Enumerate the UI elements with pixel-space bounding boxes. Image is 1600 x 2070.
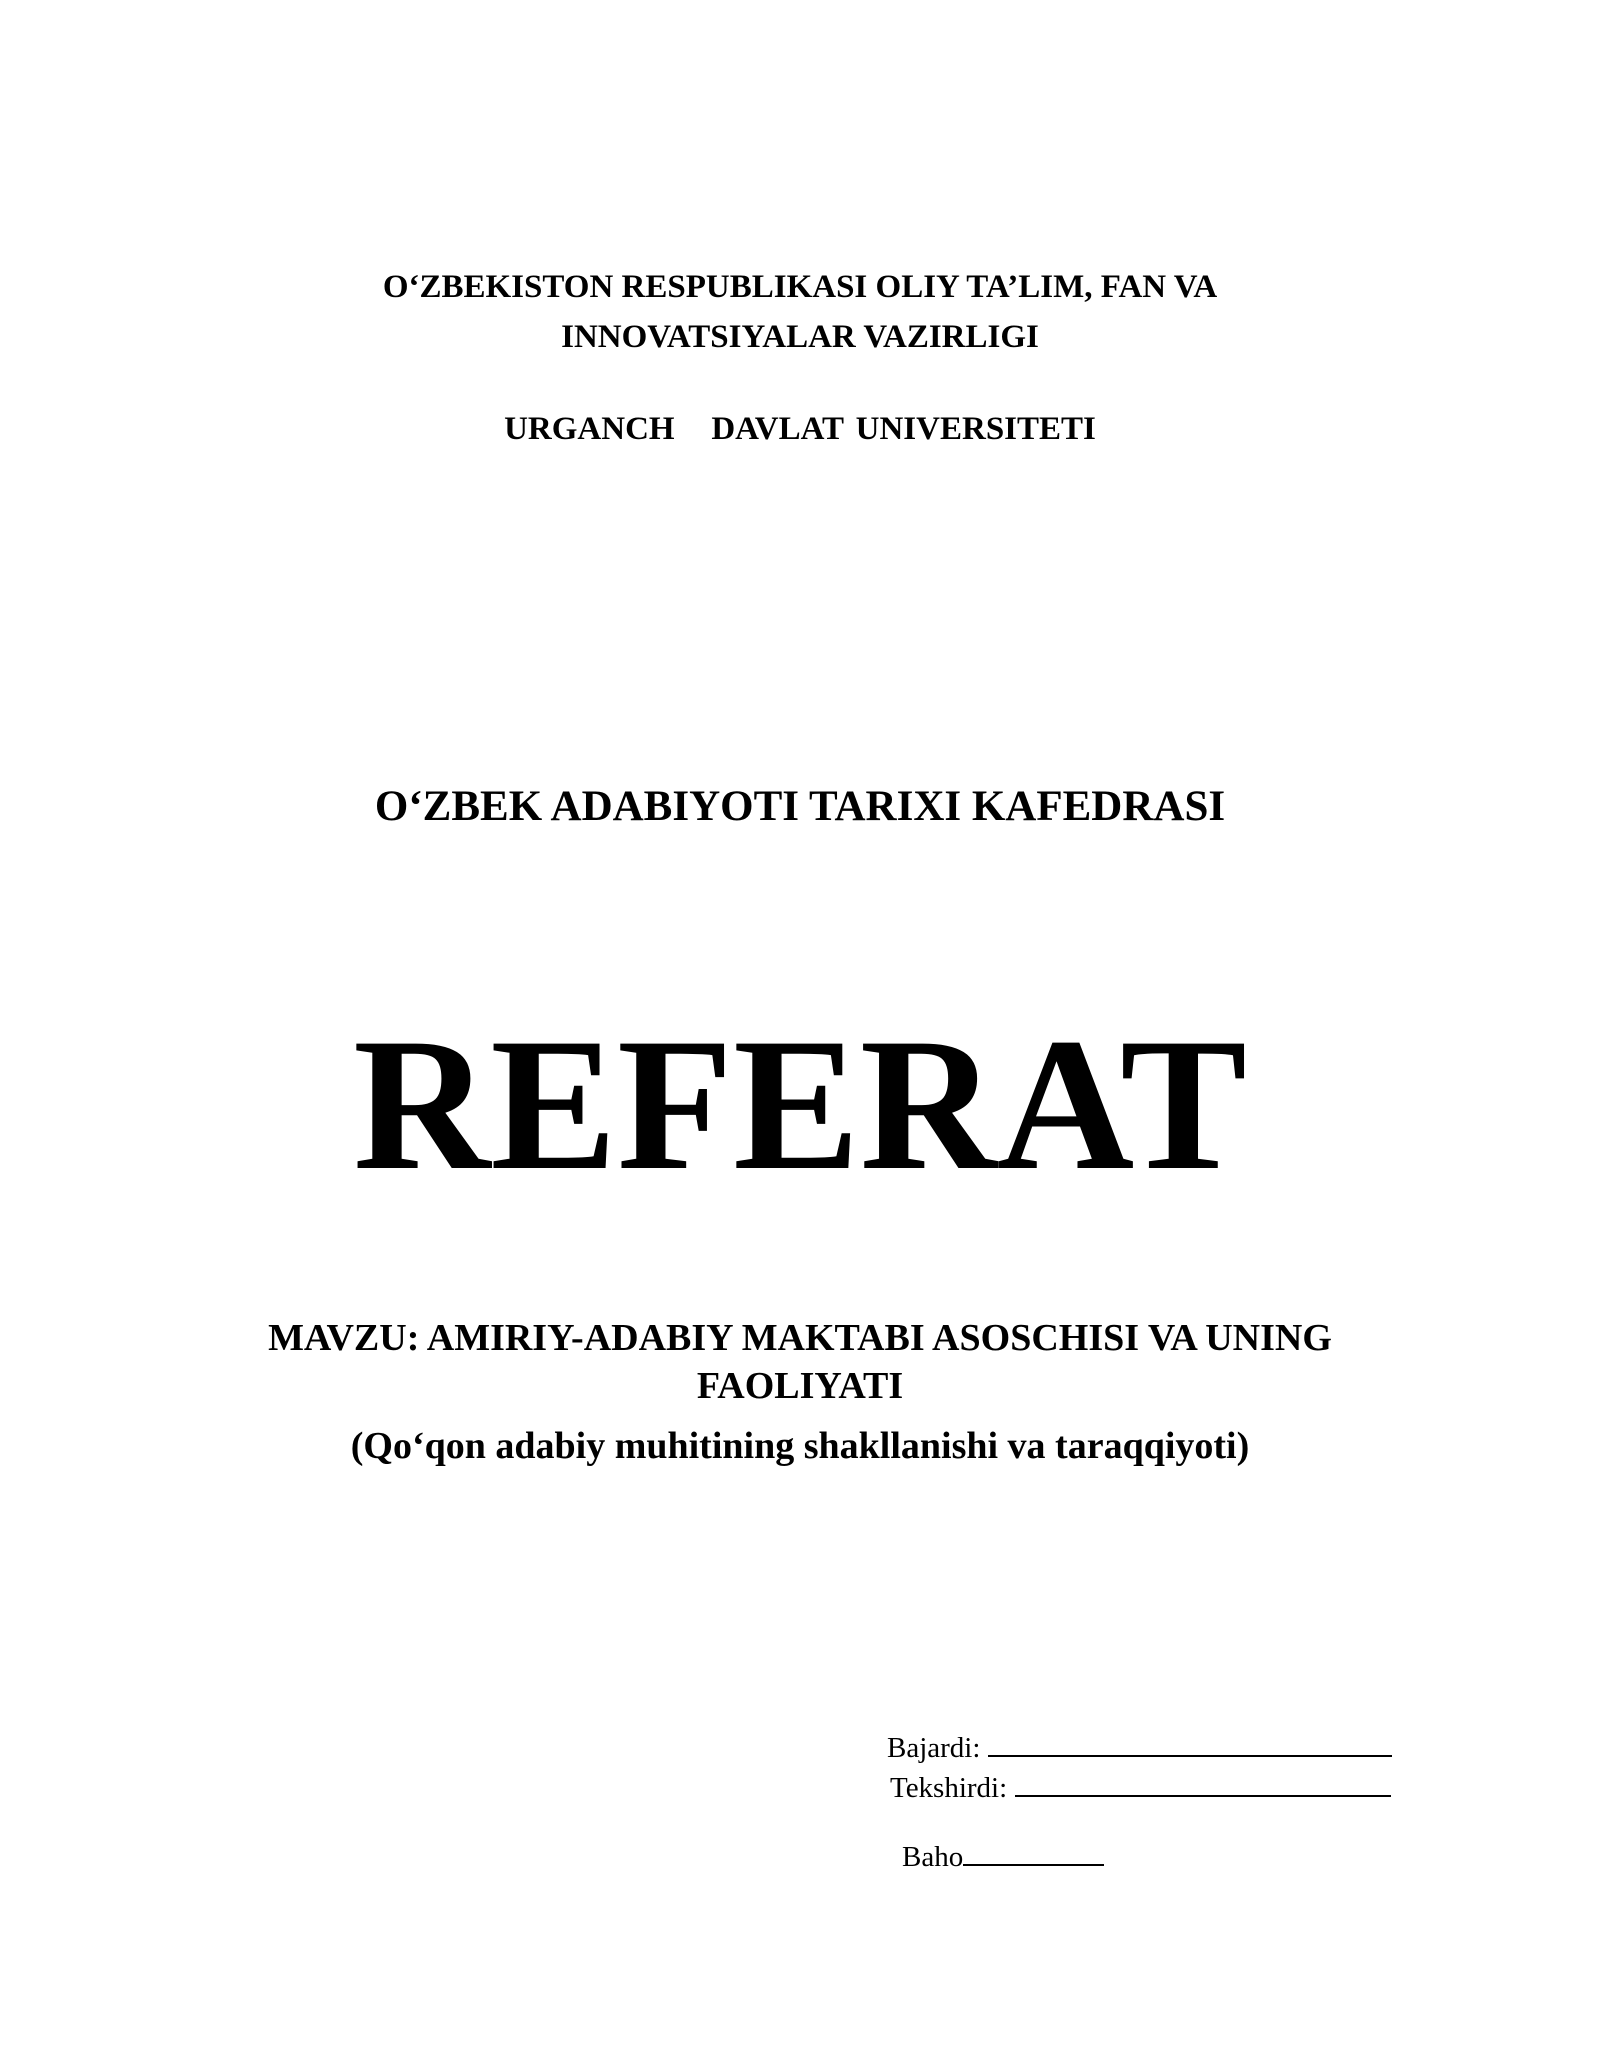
completed-by-row [887, 1729, 1392, 1767]
grade-label: Baho [902, 1841, 964, 1873]
topic-line-2: FAOLIYATI [696, 1365, 904, 1407]
university-name: URGANCH DAVLAT UNIVERSITETI [504, 411, 1096, 447]
department-name: O‘ZBEK ADABIYOTI TARIXI KAFEDRASI [374, 783, 1226, 830]
topic-line-1: MAVZU: AMIRIY-ADABIY MAKTABI ASOSCHISI VA UNING [268, 1317, 1332, 1359]
topic-subtitle: (Qo‘qon adabiy muhitining shakllanishi va taraqqiyoti) [350, 1425, 1250, 1467]
checked-by-label: Tekshirdi: [890, 1772, 1008, 1804]
ministry-line-1: O‘ZBEKISTON RESPUBLIKASI OLIY TA’LIM, FAN VA [382, 269, 1218, 305]
completed-by-label: Bajardi: [887, 1732, 981, 1764]
checked-by-blank-line [1015, 1771, 1391, 1797]
ministry-line-2: INNOVATSIYALAR VAZIRLIGI [561, 319, 1039, 355]
grade-blank-line [963, 1840, 1104, 1866]
document-type-title: REFERAT [353, 1000, 1247, 1210]
grade-row [902, 1838, 1104, 1876]
checked-by-row [890, 1769, 1391, 1807]
completed-by-blank-line [988, 1731, 1392, 1757]
